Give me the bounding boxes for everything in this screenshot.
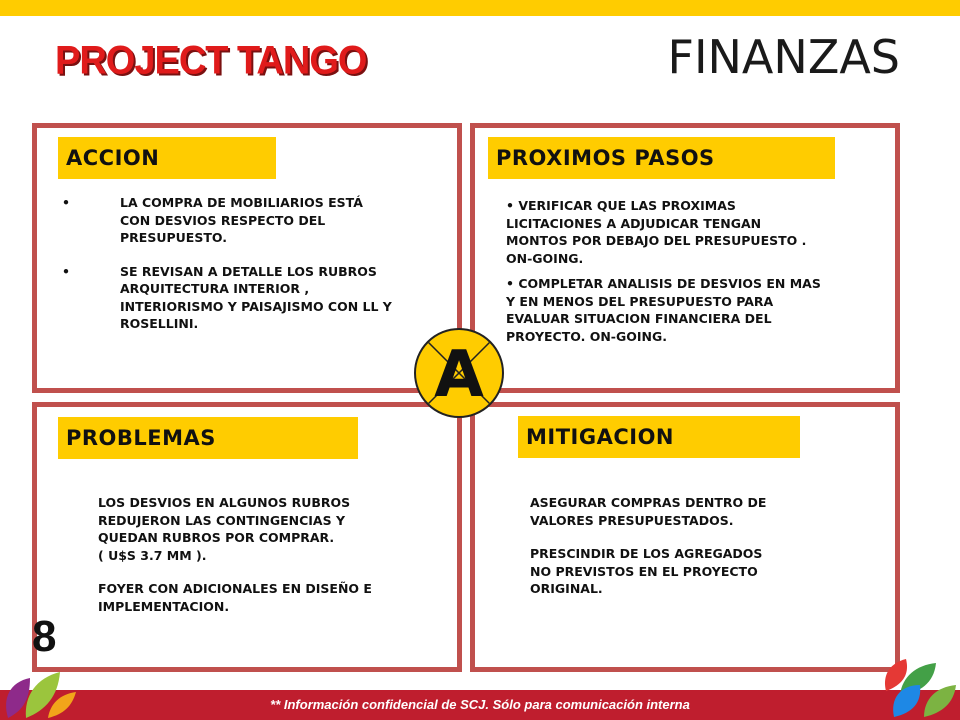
accion-bullet-1-line-3: PRESUPUESTO.: [120, 230, 227, 245]
accion-bullet-2-line-2: ARQUITECTURA INTERIOR ,: [120, 281, 310, 296]
mitigacion-p1-line-1: ASEGURAR COMPRAS DENTRO DE: [530, 495, 767, 510]
accion-label: ACCION: [58, 137, 276, 179]
pasos-bullet-2-line-1: • COMPLETAR ANALISIS DE DESVIOS EN MAS: [506, 276, 821, 291]
pasos-bullet-1-line-4: ON-GOING.: [506, 250, 584, 266]
pasos-bullet-2: [506, 275, 876, 345]
accion-bullet-2: [62, 263, 440, 333]
status-circle: [414, 328, 504, 418]
problemas-p2-line-2: IMPLEMENTACION.: [98, 598, 230, 614]
problemas-p1-line-2: REDUJERON LAS CONTINGENCIAS Y: [98, 512, 346, 528]
bullet-icon: •: [62, 263, 70, 279]
bullet-icon: •: [62, 195, 70, 210]
pasos-bullet-2-line-2: Y EN MENOS DEL PRESUPUESTO PARA: [506, 293, 774, 309]
section-title: FINANZAS: [667, 30, 900, 84]
mitigacion-body: [530, 494, 870, 598]
pasos-bullet-1-line-2: LICITACIONES A ADJUDICAR TENGAN: [506, 215, 762, 231]
mitigacion-paragraph-1: [530, 494, 870, 529]
problemas-p1-line-1: LOS DESVIOS EN ALGUNOS RUBROS: [98, 495, 351, 510]
leaf-logo-icon: [0, 648, 80, 720]
accion-bullet-2-line-3: INTERIORISMO Y PAISAJISMO CON LL Y: [120, 298, 392, 314]
problemas-paragraph-2: [98, 580, 438, 615]
mitigacion-paragraph-2: [530, 545, 870, 598]
problemas-label: PROBLEMAS: [58, 417, 358, 459]
pasos-bullet-2-line-4: PROYECTO. ON-GOING.: [506, 328, 667, 344]
accion-bullet-1: [62, 194, 440, 247]
pasos-bullet-1-line-1: • VERIFICAR QUE LAS PROXIMAS: [506, 198, 736, 213]
footer-text: ** Información confidencial de SCJ. Sólo para comunicación interna: [270, 697, 690, 712]
accion-bullet-2-line-1: SE REVISAN A DETALLE LOS RUBROS: [120, 263, 377, 279]
accion-bullet-1-line-1: LA COMPRA DE MOBILIARIOS ESTÁ: [120, 195, 363, 210]
accion-bullet-2-line-4: ROSELLINI.: [120, 316, 199, 331]
pasos-bullet-2-line-3: EVALUAR SITUACION FINANCIERA DEL: [506, 311, 772, 326]
mitigacion-p1-line-2: VALORES PRESUPUESTADOS.: [530, 512, 734, 528]
proximos-pasos-label: PROXIMOS PASOS: [488, 137, 835, 179]
pasos-bullet-1: [506, 197, 876, 267]
mitigacion-p2-line-1: PRESCINDIR DE LOS AGREGADOS: [530, 546, 763, 561]
mitigacion-label: MITIGACION: [518, 416, 800, 458]
leaf-logo-icon: [880, 655, 960, 720]
accion-body: [62, 194, 440, 333]
page-number: 8: [32, 612, 57, 661]
mitigacion-p2-line-3: ORIGINAL.: [530, 581, 603, 596]
problemas-p2-line-1: FOYER CON ADICIONALES EN DISEÑO E: [98, 581, 372, 596]
problemas-p1-line-4: ( U$S 3.7 MM ).: [98, 547, 207, 563]
accion-bullet-1-line-2: CON DESVIOS RESPECTO DEL: [120, 212, 326, 228]
problemas-body: [98, 494, 438, 615]
problemas-paragraph-1: [98, 494, 438, 564]
proximos-pasos-body: [506, 197, 876, 345]
mitigacion-p2-line-2: NO PREVISTOS EN EL PROYECTO: [530, 563, 758, 579]
project-title: PROJECT TANGO: [55, 38, 367, 84]
top-accent-bar: [0, 0, 960, 16]
problemas-p1-line-3: QUEDAN RUBROS POR COMPRAR.: [98, 530, 335, 545]
status-letter: A: [434, 338, 484, 412]
pasos-bullet-1-line-3: MONTOS POR DEBAJO DEL PRESUPUESTO .: [506, 233, 807, 248]
